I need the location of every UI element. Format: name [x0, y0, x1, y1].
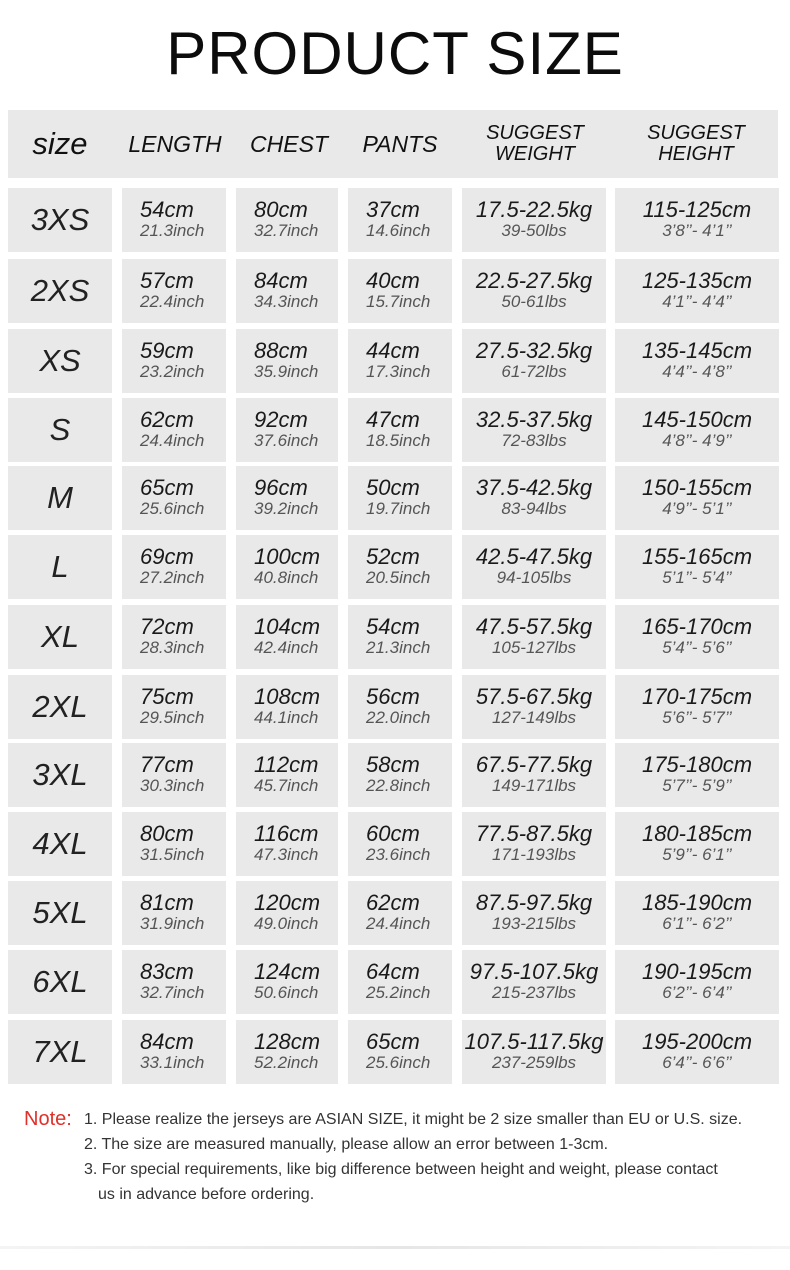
length-value: 59cm [140, 338, 194, 363]
height-cell [615, 466, 779, 530]
size-label: 4XL [8, 812, 112, 876]
length_in-value: 22.4inch [140, 292, 205, 311]
length_in-value: 25.6inch [140, 499, 205, 518]
size-label: 6XL [8, 950, 112, 1014]
pants-cell [348, 398, 452, 462]
height-value: 195-200cm [641, 1029, 753, 1054]
chest-value: 100cm [254, 544, 321, 569]
page-title: PRODUCT SIZE [166, 20, 624, 87]
length-cell [122, 329, 226, 393]
height-value: 190-195cm [641, 959, 753, 984]
length-value: 80cm [140, 821, 194, 846]
pants_in-value: 22.8inch [366, 776, 431, 795]
pants-value: 56cm [366, 684, 420, 709]
chest_in-value: 40.8inch [254, 568, 319, 587]
length-cell [122, 1020, 226, 1084]
chest_in-value: 47.3inch [254, 845, 319, 864]
note-line-3: 3. For special requirements, like big difference between height and weight, please contact [84, 1161, 718, 1178]
pants-value: 52cm [366, 544, 420, 569]
height-value: 185-190cm [641, 890, 753, 915]
weight_lbs-value: 127-149lbs [491, 708, 577, 727]
chest_in-value: 35.9inch [254, 362, 319, 381]
chest-cell [236, 329, 338, 393]
height-cell [615, 259, 779, 323]
height-value: 155-165cm [641, 544, 753, 569]
header-chest: CHEST [250, 130, 328, 157]
weight_lbs-value: 50-61lbs [501, 292, 567, 311]
chest-cell [236, 398, 338, 462]
chest_in-value: 39.2inch [254, 499, 319, 518]
length-cell [122, 466, 226, 530]
chest-value: 104cm [254, 614, 321, 639]
pants_in-value: 21.3inch [366, 638, 431, 657]
height_ft-value: 5’6’’- 5’7’’ [662, 708, 732, 727]
pants-value: 40cm [366, 268, 420, 293]
chest-cell [236, 675, 338, 739]
height-value: 115-125cm [642, 197, 752, 222]
height-value: 175-180cm [641, 752, 753, 777]
pants-cell [348, 188, 452, 252]
weight-cell [462, 329, 606, 393]
length_in-value: 21.3inch [140, 221, 205, 240]
length_in-value: 30.3inch [140, 776, 205, 795]
weight-value: 22.5-27.5kg [475, 268, 593, 293]
height-cell [615, 950, 779, 1014]
chest_in-value: 42.4inch [254, 638, 319, 657]
height_ft-value: 5’7’’- 5’9’’ [662, 776, 732, 795]
pants-value: 44cm [366, 338, 420, 363]
weight-cell [462, 881, 606, 945]
weight_lbs-value: 105-127lbs [491, 638, 577, 657]
pants-cell [348, 812, 452, 876]
weight-cell [462, 398, 606, 462]
length-value: 77cm [140, 752, 194, 777]
length_in-value: 32.7inch [140, 983, 205, 1002]
pants-cell [348, 950, 452, 1014]
height-cell [615, 881, 779, 945]
pants_in-value: 25.2inch [366, 983, 431, 1002]
header-height-line1: SUGGEST [647, 122, 745, 144]
weight-value: 67.5-77.5kg [475, 752, 593, 777]
height-cell [615, 188, 779, 252]
pants-cell [348, 329, 452, 393]
height_ft-value: 5’4’’- 5’6’’ [662, 638, 732, 657]
table-header [8, 110, 778, 178]
length-cell [122, 950, 226, 1014]
length-value: 72cm [140, 614, 194, 639]
header-height-line2: HEIGHT [658, 143, 734, 165]
length-value: 75cm [140, 684, 194, 709]
note-label: Note: [24, 1108, 72, 1130]
length_in-value: 31.9inch [140, 914, 205, 933]
height_ft-value: 6’2’’- 6’4’’ [662, 983, 732, 1002]
size-label: 2XS [8, 259, 112, 323]
pants-value: 60cm [366, 821, 420, 846]
weight-value: 87.5-97.5kg [475, 890, 593, 915]
pants-cell [348, 605, 452, 669]
length-value: 81cm [140, 890, 194, 915]
weight-value: 77.5-87.5kg [475, 821, 593, 846]
pants-value: 64cm [366, 959, 420, 984]
pants-value: 37cm [366, 197, 420, 222]
weight_lbs-value: 193-215lbs [491, 914, 577, 933]
height-value: 165-170cm [641, 614, 753, 639]
pants-value: 65cm [366, 1029, 420, 1054]
chest-value: 112cm [254, 752, 319, 777]
chest-cell [236, 466, 338, 530]
weight-cell [462, 675, 606, 739]
chest-value: 96cm [254, 475, 308, 500]
chest_in-value: 32.7inch [254, 221, 319, 240]
chest-value: 80cm [254, 197, 308, 222]
height-cell [615, 1020, 779, 1084]
weight_lbs-value: 61-72lbs [501, 362, 567, 381]
size-label: XS [8, 329, 112, 393]
weight-value: 37.5-42.5kg [475, 475, 593, 500]
weight-cell [462, 812, 606, 876]
length_in-value: 29.5inch [140, 708, 205, 727]
weight-value: 47.5-57.5kg [475, 614, 593, 639]
note-line-1: 1. Please realize the jerseys are ASIAN SIZE, it might be 2 size smaller than EU or U.S. size. [84, 1111, 743, 1128]
pants_in-value: 17.3inch [366, 362, 431, 381]
pants-cell [348, 675, 452, 739]
chest_in-value: 44.1inch [254, 708, 319, 727]
pants_in-value: 18.5inch [366, 431, 431, 450]
weight_lbs-value: 171-193lbs [491, 845, 577, 864]
header-suggest-height [614, 110, 778, 178]
weight_lbs-value: 94-105lbs [496, 568, 572, 587]
weight-cell [462, 950, 606, 1014]
pants-cell [348, 1020, 452, 1084]
size-label: S [8, 398, 112, 462]
chest-cell [236, 535, 338, 599]
length-value: 65cm [140, 475, 194, 500]
pants-value: 58cm [366, 752, 420, 777]
weight-value: 42.5-47.5kg [475, 544, 593, 569]
chest-value: 120cm [254, 890, 321, 915]
height_ft-value: 5’1’’- 5’4’’ [662, 568, 732, 587]
header-size: size [32, 126, 88, 161]
height_ft-value: 6’4’’- 6’6’’ [662, 1053, 732, 1072]
length_in-value: 27.2inch [140, 568, 205, 587]
length-value: 84cm [140, 1029, 194, 1054]
pants-cell [348, 743, 452, 807]
size-label: 2XL [8, 675, 112, 739]
weight_lbs-value: 72-83lbs [501, 431, 567, 450]
length-cell [122, 535, 226, 599]
length-cell [122, 881, 226, 945]
chest_in-value: 37.6inch [254, 431, 319, 450]
chest-value: 128cm [254, 1029, 321, 1054]
height_ft-value: 3’8’’- 4’1’’ [662, 221, 732, 240]
length-cell [122, 259, 226, 323]
length-value: 62cm [140, 407, 194, 432]
pants_in-value: 15.7inch [366, 292, 431, 311]
chest-value: 116cm [254, 821, 319, 846]
weight-cell [462, 259, 606, 323]
chest-cell [236, 259, 338, 323]
header-weight-line2: WEIGHT [495, 143, 575, 165]
weight-value: 107.5-117.5kg [464, 1029, 604, 1054]
weight-value: 32.5-37.5kg [475, 407, 593, 432]
height-value: 135-145cm [641, 338, 753, 363]
chest-value: 124cm [254, 959, 321, 984]
size-label: 3XS [8, 188, 112, 252]
length-value: 54cm [140, 197, 194, 222]
pants-value: 47cm [366, 407, 420, 432]
height-value: 180-185cm [641, 821, 753, 846]
size-label: XL [8, 605, 112, 669]
weight_lbs-value: 83-94lbs [501, 499, 567, 518]
height_ft-value: 5’9’’- 6’1’’ [662, 845, 732, 864]
header-weight-line1: SUGGEST [486, 122, 584, 144]
pants_in-value: 25.6inch [366, 1053, 431, 1072]
length-cell [122, 743, 226, 807]
pants-value: 54cm [366, 614, 420, 639]
chest_in-value: 49.0inch [254, 914, 319, 933]
length-value: 83cm [140, 959, 194, 984]
height_ft-value: 4’9’’- 5’1’’ [662, 499, 732, 518]
pants_in-value: 24.4inch [366, 914, 431, 933]
chest_in-value: 52.2inch [254, 1053, 319, 1072]
weight-cell [462, 743, 606, 807]
length_in-value: 23.2inch [140, 362, 205, 381]
pants-cell [348, 259, 452, 323]
pants-cell [348, 466, 452, 530]
pants_in-value: 14.6inch [366, 221, 431, 240]
height-cell [615, 535, 779, 599]
weight-value: 27.5-32.5kg [475, 338, 593, 363]
weight-cell [462, 535, 606, 599]
length-cell [122, 398, 226, 462]
height-value: 125-135cm [641, 268, 753, 293]
weight_lbs-value: 149-171lbs [491, 776, 577, 795]
chest-value: 88cm [254, 338, 308, 363]
chest-cell [236, 1020, 338, 1084]
height-value: 150-155cm [641, 475, 753, 500]
note-line-2: 2. The size are measured manually, please allow an error between 1-3cm. [84, 1136, 609, 1153]
length_in-value: 24.4inch [140, 431, 205, 450]
chest-cell [236, 812, 338, 876]
chest_in-value: 50.6inch [254, 983, 319, 1002]
size-label: M [8, 466, 112, 530]
size-label: 7XL [8, 1020, 112, 1084]
height-cell [615, 329, 779, 393]
height_ft-value: 6’1’’- 6’2’’ [662, 914, 732, 933]
header-pants: PANTS [362, 130, 438, 157]
height-cell [615, 398, 779, 462]
pants-value: 62cm [366, 890, 420, 915]
height-cell [615, 743, 779, 807]
chest-value: 108cm [254, 684, 321, 709]
height-cell [615, 675, 779, 739]
length_in-value: 33.1inch [140, 1053, 205, 1072]
pants-value: 50cm [366, 475, 420, 500]
weight-cell [462, 1020, 606, 1084]
length-cell [122, 675, 226, 739]
weight_lbs-value: 237-259lbs [491, 1053, 577, 1072]
pants-cell [348, 881, 452, 945]
weight-value: 97.5-107.5kg [469, 959, 599, 984]
length-cell [122, 188, 226, 252]
weight-cell [462, 466, 606, 530]
weight-value: 17.5-22.5kg [475, 197, 593, 222]
weight_lbs-value: 39-50lbs [501, 221, 567, 240]
length-cell [122, 812, 226, 876]
pants_in-value: 23.6inch [366, 845, 431, 864]
weight-value: 57.5-67.5kg [475, 684, 593, 709]
length-value: 69cm [140, 544, 194, 569]
note-line-4: us in advance before ordering. [98, 1186, 315, 1203]
size-label: 5XL [8, 881, 112, 945]
chest-cell [236, 605, 338, 669]
chest-cell [236, 881, 338, 945]
height_ft-value: 4’4’’- 4’8’’ [662, 362, 732, 381]
chest_in-value: 45.7inch [254, 776, 319, 795]
chest-value: 84cm [254, 268, 308, 293]
chest-cell [236, 950, 338, 1014]
height-cell [615, 812, 779, 876]
chest_in-value: 34.3inch [254, 292, 319, 311]
height_ft-value: 4’8’’- 4’9’’ [662, 431, 732, 450]
pants_in-value: 20.5inch [366, 568, 431, 587]
height_ft-value: 4’1’’- 4’4’’ [662, 292, 732, 311]
length-value: 57cm [140, 268, 194, 293]
chest-cell [236, 188, 338, 252]
pants_in-value: 22.0inch [366, 708, 431, 727]
weight-cell [462, 605, 606, 669]
length_in-value: 31.5inch [140, 845, 205, 864]
weight_lbs-value: 215-237lbs [491, 983, 577, 1002]
size-label: L [8, 535, 112, 599]
length_in-value: 28.3inch [140, 638, 205, 657]
pants-cell [348, 535, 452, 599]
bottom-divider [0, 1246, 790, 1249]
size-label: 3XL [8, 743, 112, 807]
height-value: 145-150cm [641, 407, 753, 432]
chest-value: 92cm [254, 407, 308, 432]
height-cell [615, 605, 779, 669]
height-value: 170-175cm [641, 684, 753, 709]
chest-cell [236, 743, 338, 807]
weight-cell [462, 188, 606, 252]
pants_in-value: 19.7inch [366, 499, 431, 518]
length-cell [122, 605, 226, 669]
header-suggest-weight [462, 110, 608, 178]
header-length: LENGTH [128, 130, 222, 157]
